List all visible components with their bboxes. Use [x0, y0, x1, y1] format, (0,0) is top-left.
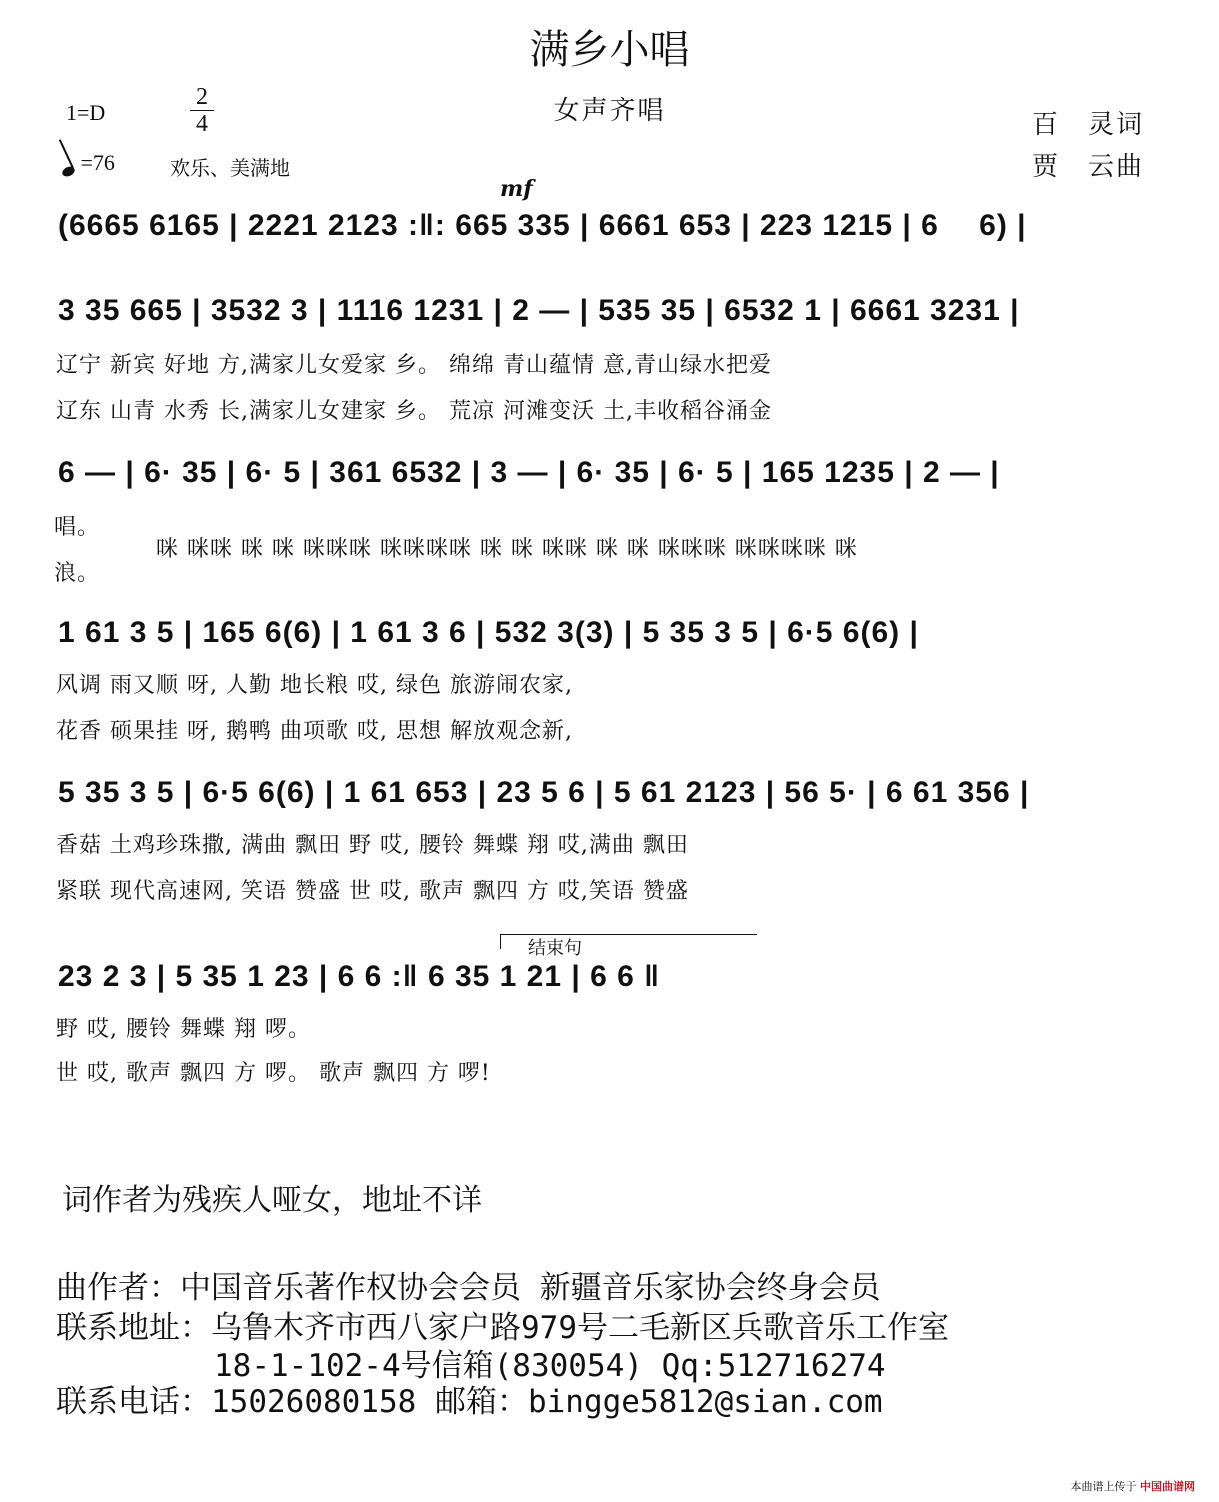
- score-row-5-lyric-2: 紧联 现代高速网, 笑语 赞盛 世 哎, 歌声 飘四 方 哎,笑语 赞盛: [56, 879, 689, 904]
- score-row-5-notes: 5 35 3 5 | 6·5 6(6) | 1 61 653 | 23 5 6 | 5 61 2123 | 56 5· | 6 61 356 |: [58, 776, 1030, 809]
- site-logo[interactable]: 中国曲谱网: [1140, 1480, 1195, 1493]
- tempo-value: =76: [80, 150, 115, 175]
- dynamic-marking: mf: [500, 176, 533, 202]
- score-row-3-lyric-1: 唱。: [54, 515, 101, 540]
- score-row-2-notes: 3 35 665 | 3532 3 | 1116 1231 | 2 — | 535 35 | 6532 1 | 6661 3231 |: [58, 294, 1020, 327]
- score-row-4-notes: 1 61 3 5 | 165 6(6) | 1 61 3 6 | 532 3(3) | 5 35 3 5 | 6·5 6(6) |: [58, 616, 919, 649]
- score-row-2-lyric-1: 辽宁 新宾 好地 方,满家儿女爱家 乡。 绵绵 青山蕴情 意,青山绿水把爱: [56, 353, 772, 378]
- score-row-6-lyric-1: 野 哎, 腰铃 舞蝶 翔 啰。: [56, 1017, 311, 1042]
- upload-text: 本曲谱上传于: [1070, 1480, 1137, 1493]
- key-signature: 1=D: [66, 100, 106, 125]
- expression-marking: 欢乐、美满地: [170, 156, 290, 180]
- time-signature-top: 2: [196, 84, 208, 110]
- score-row-3-lyric-2: 浪。: [54, 561, 101, 586]
- score-row-3-vocalise: 咪 咪咪 咪 咪 咪咪咪 咪咪咪咪 咪 咪 咪咪 咪 咪 咪咪咪 咪咪咪咪 咪: [156, 537, 858, 562]
- composer-credit: 贾 云曲: [1032, 152, 1145, 182]
- subtitle: 女声齐唱: [553, 96, 666, 126]
- score-row-6-lyric-2: 世 哎, 歌声 飘四 方 啰。 歌声 飘四 方 啰!: [56, 1061, 491, 1086]
- score-row-3-notes: 6 — | 6· 35 | 6· 5 | 361 6532 | 3 — | 6· 35 | 6· 5 | 165 1235 | 2 — |: [58, 456, 1000, 489]
- ending-label: 结束句: [528, 938, 582, 959]
- mailbox-line: 18-1-102-4号信箱(830054) Qq:512716274: [214, 1348, 886, 1384]
- score-row-2-lyric-2: 辽东 山青 水秀 长,满家儿女建家 乡。 荒凉 河滩变沃 土,丰收稻谷涌金: [56, 399, 772, 424]
- quarter-note-icon: [61, 165, 77, 179]
- composer-info-line: 曲作者：中国音乐著作权协会会员 新疆音乐家协会终身会员: [56, 1270, 881, 1306]
- contact-line: 联系电话：15026080158 邮箱：bingge5812@sian.com: [56, 1384, 883, 1420]
- lyricist-credit: 百 灵词: [1032, 110, 1145, 140]
- score-row-4-lyric-1: 风调 雨又顺 呀, 人勤 地长粮 哎, 绿色 旅游闹农家,: [56, 673, 573, 698]
- footer-watermark: [1071, 1478, 1196, 1494]
- address-line: 联系地址：乌鲁木齐市西八家户路979号二毛新区兵歌音乐工作室: [56, 1310, 949, 1346]
- score-row-1-notes: (6665 6165 | 2221 2123 :‖: 665 335 | 6661 653 | 223 1215 | 6 6) |: [58, 209, 1027, 242]
- tempo-marking: [62, 150, 115, 176]
- time-signature: [188, 84, 216, 137]
- score-row-6-notes: 23 2 3 | 5 35 1 23 | 6 6 :‖ 6 35 1 21 | 6 6 ‖: [58, 960, 661, 993]
- page-title: 满乡小唱: [529, 27, 690, 73]
- score-row-5-lyric-1: 香菇 土鸡珍珠撒, 满曲 飘田 野 哎, 腰铃 舞蝶 翔 哎,满曲 飘田: [56, 833, 689, 858]
- time-signature-bottom: 4: [196, 111, 208, 137]
- lyricist-note: 词作者为残疾人哑女，地址不详: [62, 1183, 482, 1218]
- score-row-4-lyric-2: 花香 硕果挂 呀, 鹅鸭 曲项歌 哎, 思想 解放观念新,: [56, 719, 573, 744]
